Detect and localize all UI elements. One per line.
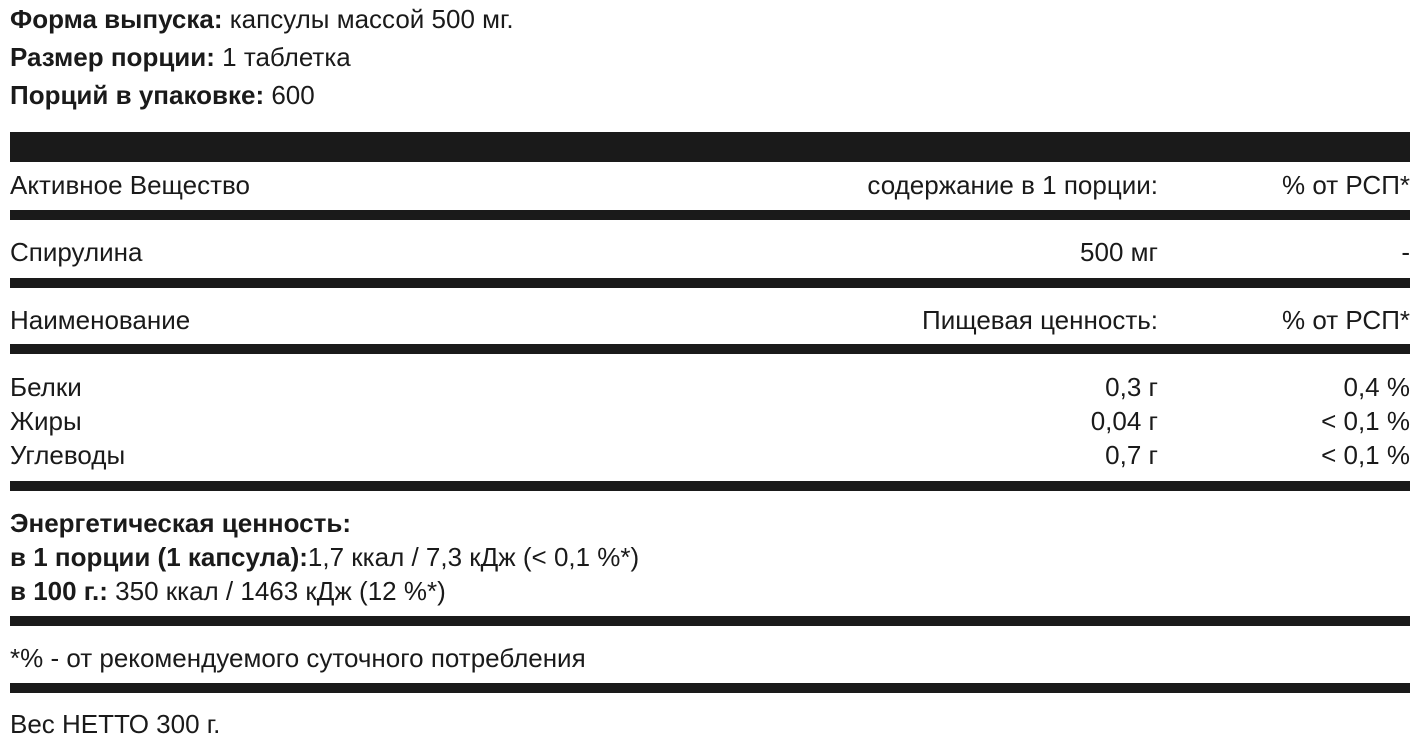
nutrient-percent: < 0,1 % <box>1321 440 1410 470</box>
net-weight: Вес НЕТТО 300 г. <box>10 709 221 739</box>
table-row <box>10 239 1410 271</box>
release-form-line <box>10 6 514 32</box>
table-row <box>10 374 1410 406</box>
energy-per-100-value: 350 ккал / 1463 кДж (12 %*) <box>107 576 446 606</box>
portions-per-pack-label: Порций в упаковке: <box>10 80 265 110</box>
nutrient-amount: 0,3 г <box>1105 372 1158 402</box>
energy-title: Энергетическая ценность: <box>10 508 351 538</box>
table-row <box>10 442 1410 474</box>
top-divider-bar <box>10 132 1410 162</box>
nutrient-percent: 0,4 % <box>1343 372 1410 402</box>
nutrition-header-name: Наименование <box>10 305 191 335</box>
portions-per-pack-value: 600 <box>264 80 315 110</box>
portion-size-value: 1 таблетка <box>214 42 351 72</box>
energy-per-portion-label: в 1 порции (1 капсула): <box>10 542 308 572</box>
nutrient-name: Углеводы <box>10 440 126 470</box>
release-form-label: Форма выпуска: <box>10 4 223 34</box>
portion-size-label: Размер порции: <box>10 42 215 72</box>
divider <box>10 210 1410 220</box>
divider <box>10 616 1410 626</box>
divider <box>10 683 1410 693</box>
active-row-percent: - <box>1401 237 1410 267</box>
active-row-amount: 500 мг <box>1080 237 1158 267</box>
portions-per-pack-line <box>10 82 315 108</box>
divider <box>10 481 1410 491</box>
nutrient-name: Жиры <box>10 406 82 436</box>
footnote: *% - от рекомендуемого суточного потребления <box>10 643 586 673</box>
divider <box>10 278 1410 288</box>
active-header-name: Активное Вещество <box>10 170 251 200</box>
energy-per-portion-value: 1,7 ккал / 7,3 кДж (< 0,1 %*) <box>307 542 640 572</box>
release-form-value: капсулы массой 500 мг. <box>222 4 514 34</box>
energy-per-100-label: в 100 г.: <box>10 576 108 606</box>
energy-per-100-line <box>10 578 446 604</box>
portion-size-line <box>10 44 351 70</box>
energy-per-portion-line <box>10 544 639 570</box>
active-row-name: Спирулина <box>10 237 143 267</box>
nutrition-table-header <box>10 307 1410 339</box>
nutrient-name: Белки <box>10 372 82 402</box>
divider <box>10 344 1410 354</box>
nutrition-header-amount: Пищевая ценность: <box>922 305 1158 335</box>
active-header-percent: % от РСП* <box>1282 170 1410 200</box>
nutrient-percent: < 0,1 % <box>1321 406 1410 436</box>
nutrition-header-percent: % от РСП* <box>1282 305 1410 335</box>
nutrient-amount: 0,04 г <box>1090 406 1158 436</box>
active-table-header <box>10 172 1410 204</box>
table-row <box>10 408 1410 440</box>
active-header-amount: содержание в 1 порции: <box>867 170 1158 200</box>
nutrient-amount: 0,7 г <box>1105 440 1158 470</box>
